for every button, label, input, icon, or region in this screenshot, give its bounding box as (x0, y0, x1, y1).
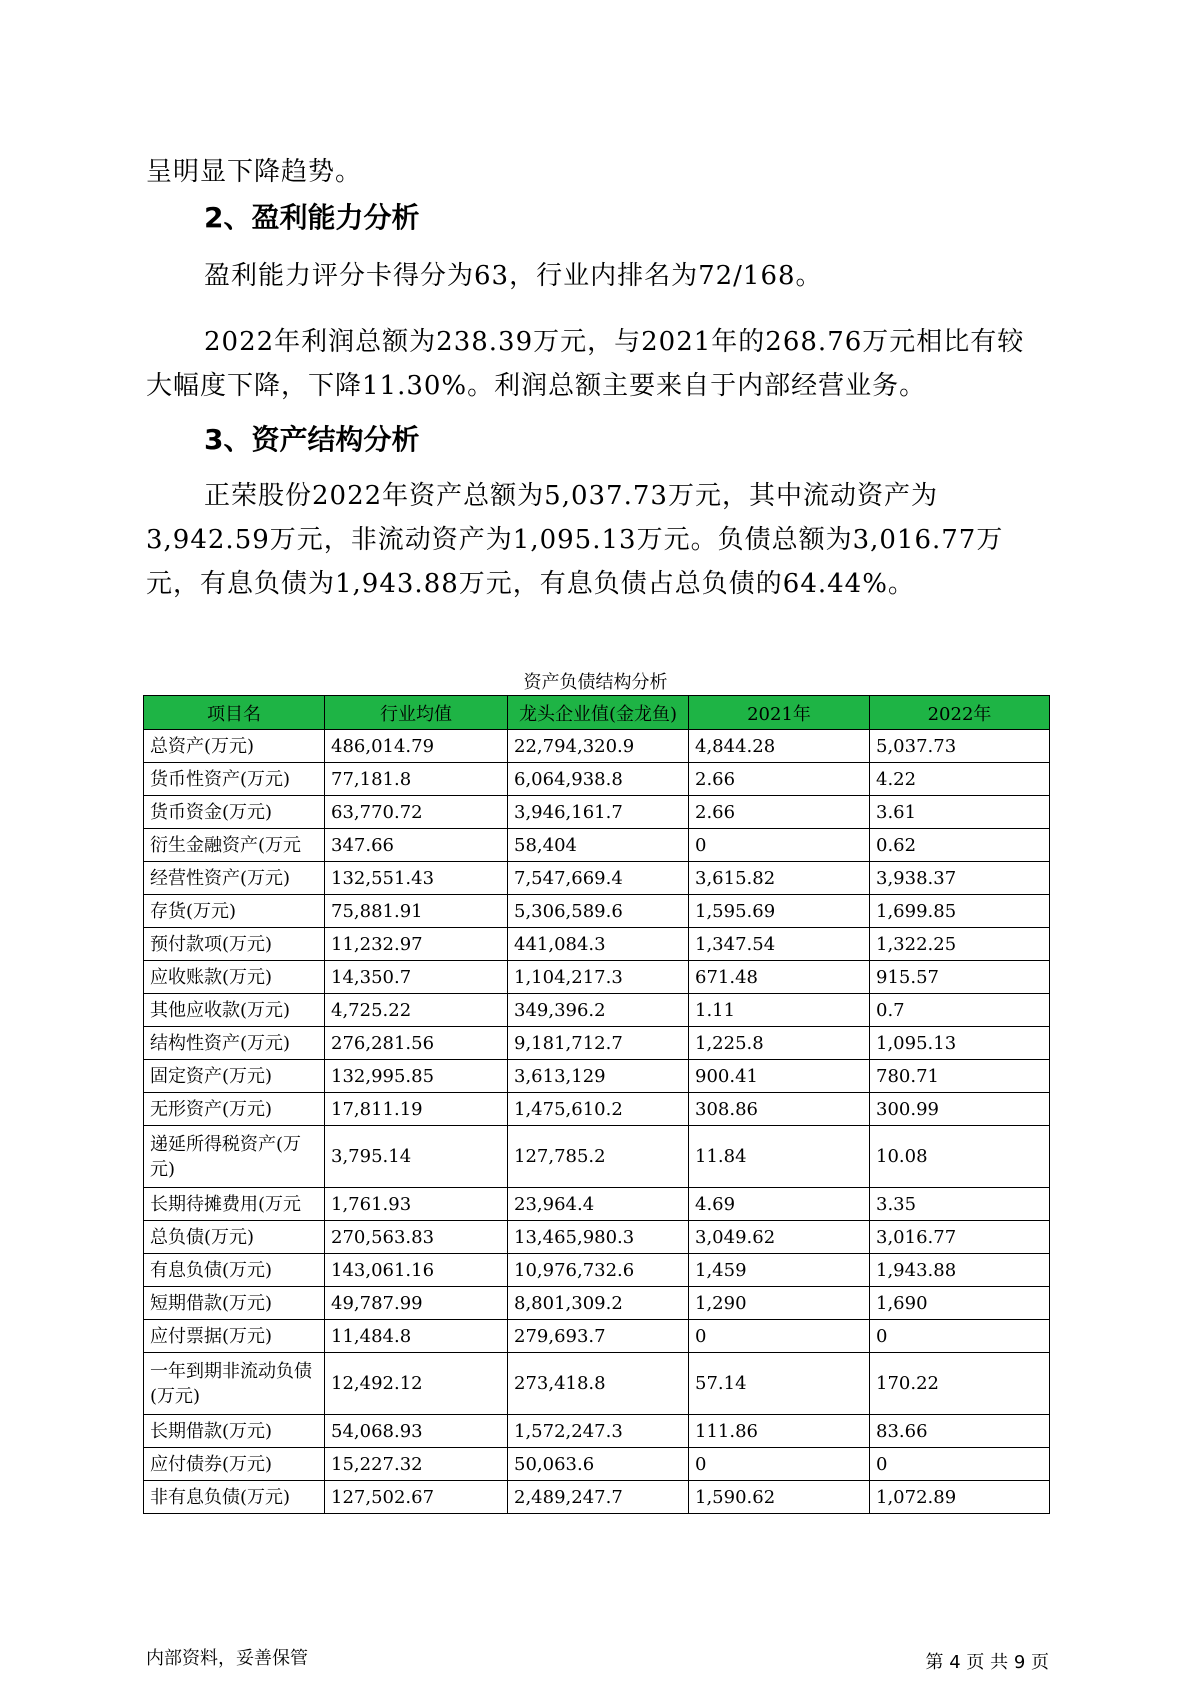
header-year-2022: 2022年 (870, 696, 1050, 730)
header-year-2021: 2021年 (689, 696, 870, 730)
cell-2021: 0 (689, 829, 870, 862)
cell-item-name: 货币性资产(万元) (144, 763, 325, 796)
table-row (144, 1060, 1050, 1093)
cell-industry-average: 11,484.8 (325, 1320, 508, 1353)
table-row (144, 1353, 1050, 1415)
cell-leader-value: 9,181,712.7 (508, 1027, 689, 1060)
cell-item-name: 其他应收款(万元) (144, 994, 325, 1027)
cell-leader-value: 8,801,309.2 (508, 1287, 689, 1320)
table-row (144, 961, 1050, 994)
header-industry-average: 行业均值 (325, 696, 508, 730)
cell-2021: 2.66 (689, 796, 870, 829)
cell-2022: 1,943.88 (870, 1254, 1050, 1287)
cell-2021: 3,049.62 (689, 1221, 870, 1254)
cell-2021: 1,225.8 (689, 1027, 870, 1060)
cell-leader-value: 58,404 (508, 829, 689, 862)
cell-leader-value: 3,613,129 (508, 1060, 689, 1093)
table-row (144, 1448, 1050, 1481)
cell-item-name: 应付债券(万元) (144, 1448, 325, 1481)
cell-leader-value: 6,064,938.8 (508, 763, 689, 796)
header-item-name: 项目名 (144, 696, 325, 730)
cell-industry-average: 4,725.22 (325, 994, 508, 1027)
cell-item-name: 应付票据(万元) (144, 1320, 325, 1353)
cell-leader-value: 127,785.2 (508, 1126, 689, 1188)
cell-2022: 3.61 (870, 796, 1050, 829)
cell-leader-value: 23,964.4 (508, 1188, 689, 1221)
cell-2021: 0 (689, 1320, 870, 1353)
cell-2022: 0 (870, 1448, 1050, 1481)
cell-2021: 4.69 (689, 1188, 870, 1221)
cell-2022: 4.22 (870, 763, 1050, 796)
paragraph-continuation: 呈明显下降趋势。 (146, 157, 363, 187)
cell-industry-average: 347.66 (325, 829, 508, 862)
cell-industry-average: 132,551.43 (325, 862, 508, 895)
cell-item-name: 非有息负债(万元) (144, 1481, 325, 1514)
cell-item-name: 货币资金(万元) (144, 796, 325, 829)
paragraph-profitability-score: 盈利能力评分卡得分为63，行业内排名为72/168。 (204, 261, 823, 291)
cell-industry-average: 17,811.19 (325, 1093, 508, 1126)
cell-item-name: 递延所得税资产(万元) (144, 1126, 325, 1188)
cell-2021: 0 (689, 1448, 870, 1481)
table-row (144, 829, 1050, 862)
table-row (144, 895, 1050, 928)
cell-2022: 0 (870, 1320, 1050, 1353)
cell-2021: 2.66 (689, 763, 870, 796)
cell-industry-average: 1,761.93 (325, 1188, 508, 1221)
table-row (144, 1188, 1050, 1221)
cell-item-name: 长期借款(万元) (144, 1415, 325, 1448)
cell-item-name: 无形资产(万元) (144, 1093, 325, 1126)
cell-leader-value: 1,475,610.2 (508, 1093, 689, 1126)
table-row (144, 928, 1050, 961)
cell-2021: 1,459 (689, 1254, 870, 1287)
table-row (144, 1126, 1050, 1188)
cell-item-name: 固定资产(万元) (144, 1060, 325, 1093)
cell-industry-average: 15,227.32 (325, 1448, 508, 1481)
cell-2022: 1,072.89 (870, 1481, 1050, 1514)
table-row (144, 1221, 1050, 1254)
cell-leader-value: 279,693.7 (508, 1320, 689, 1353)
table-row (144, 796, 1050, 829)
cell-2021: 1,590.62 (689, 1481, 870, 1514)
cell-item-name: 长期待摊费用(万元 (144, 1188, 325, 1221)
cell-2022: 1,322.25 (870, 928, 1050, 961)
table-row (144, 994, 1050, 1027)
footer-confidential-note: 内部资料，妥善保管 (146, 1648, 308, 1669)
cell-item-name: 结构性资产(万元) (144, 1027, 325, 1060)
cell-2022: 1,699.85 (870, 895, 1050, 928)
cell-2022: 3,938.37 (870, 862, 1050, 895)
cell-leader-value: 273,418.8 (508, 1353, 689, 1415)
cell-2022: 3,016.77 (870, 1221, 1050, 1254)
cell-2021: 3,615.82 (689, 862, 870, 895)
table-caption: 资产负债结构分析 (523, 672, 668, 693)
cell-2021: 671.48 (689, 961, 870, 994)
table-row (144, 763, 1050, 796)
cell-leader-value: 1,104,217.3 (508, 961, 689, 994)
cell-industry-average: 486,014.79 (325, 730, 508, 763)
table-row (144, 730, 1050, 763)
cell-2021: 1.11 (689, 994, 870, 1027)
cell-2021: 57.14 (689, 1353, 870, 1415)
cell-industry-average: 14,350.7 (325, 961, 508, 994)
cell-industry-average: 63,770.72 (325, 796, 508, 829)
cell-leader-value: 2,489,247.7 (508, 1481, 689, 1514)
cell-2021: 308.86 (689, 1093, 870, 1126)
table-row (144, 1287, 1050, 1320)
cell-item-name: 短期借款(万元) (144, 1287, 325, 1320)
paragraph-profit-total: 2022年利润总额为238.39万元，与2021年的268.76万元相比有较大幅度下降，下降11.30%。利润总额主要来自于内部经营业务。 (146, 327, 1025, 401)
cell-industry-average: 11,232.97 (325, 928, 508, 961)
cell-leader-value: 10,976,732.6 (508, 1254, 689, 1287)
cell-industry-average: 276,281.56 (325, 1027, 508, 1060)
cell-leader-value: 7,547,669.4 (508, 862, 689, 895)
table-row (144, 1027, 1050, 1060)
cell-2022: 0.7 (870, 994, 1050, 1027)
cell-industry-average: 12,492.12 (325, 1353, 508, 1415)
header-leader-value: 龙头企业值(金龙鱼) (508, 696, 689, 730)
cell-2022: 3.35 (870, 1188, 1050, 1221)
cell-2022: 780.71 (870, 1060, 1050, 1093)
table-row (144, 862, 1050, 895)
cell-item-name: 预付款项(万元) (144, 928, 325, 961)
cell-2022: 83.66 (870, 1415, 1050, 1448)
section-heading-asset-structure: 3、资产结构分析 (204, 423, 420, 456)
cell-industry-average: 75,881.91 (325, 895, 508, 928)
cell-leader-value: 1,572,247.3 (508, 1415, 689, 1448)
cell-leader-value: 441,084.3 (508, 928, 689, 961)
cell-2022: 915.57 (870, 961, 1050, 994)
cell-item-name: 总资产(万元) (144, 730, 325, 763)
cell-industry-average: 49,787.99 (325, 1287, 508, 1320)
table-row (144, 1093, 1050, 1126)
cell-2021: 900.41 (689, 1060, 870, 1093)
cell-item-name: 经营性资产(万元) (144, 862, 325, 895)
table-row (144, 1415, 1050, 1448)
cell-item-name: 存货(万元) (144, 895, 325, 928)
cell-leader-value: 349,396.2 (508, 994, 689, 1027)
cell-2022: 10.08 (870, 1126, 1050, 1188)
cell-industry-average: 270,563.83 (325, 1221, 508, 1254)
cell-2021: 1,595.69 (689, 895, 870, 928)
section-heading-profitability: 2、盈利能力分析 (204, 201, 420, 234)
cell-industry-average: 77,181.8 (325, 763, 508, 796)
table-row (144, 1320, 1050, 1353)
cell-leader-value: 5,306,589.6 (508, 895, 689, 928)
cell-item-name: 有息负债(万元) (144, 1254, 325, 1287)
cell-2022: 170.22 (870, 1353, 1050, 1415)
table-row (144, 1254, 1050, 1287)
cell-2022: 5,037.73 (870, 730, 1050, 763)
cell-leader-value: 50,063.6 (508, 1448, 689, 1481)
cell-leader-value: 22,794,320.9 (508, 730, 689, 763)
balance-sheet-table (143, 695, 1050, 1514)
table-row (144, 1481, 1050, 1514)
cell-item-name: 一年到期非流动负债(万元) (144, 1353, 325, 1415)
cell-2021: 1,347.54 (689, 928, 870, 961)
cell-industry-average: 127,502.67 (325, 1481, 508, 1514)
cell-2022: 0.62 (870, 829, 1050, 862)
cell-industry-average: 3,795.14 (325, 1126, 508, 1188)
cell-item-name: 总负债(万元) (144, 1221, 325, 1254)
table-header-row (144, 696, 1050, 730)
cell-2021: 111.86 (689, 1415, 870, 1448)
cell-leader-value: 13,465,980.3 (508, 1221, 689, 1254)
footer-page-number: 第 4 页 共 9 页 (925, 1652, 1049, 1673)
cell-leader-value: 3,946,161.7 (508, 796, 689, 829)
cell-2022: 300.99 (870, 1093, 1050, 1126)
paragraph-asset-structure: 正荣股份2022年资产总额为5,037.73万元，其中流动资产为3,942.59万元，非流动资产为1,095.13万元。负债总额为3,016.77万元，有息负债为1,943.88万元，有息负债占总负债的64.44%。 (146, 481, 1004, 599)
cell-2021: 4,844.28 (689, 730, 870, 763)
cell-industry-average: 54,068.93 (325, 1415, 508, 1448)
cell-industry-average: 132,995.85 (325, 1060, 508, 1093)
cell-2021: 11.84 (689, 1126, 870, 1188)
cell-2022: 1,095.13 (870, 1027, 1050, 1060)
cell-industry-average: 143,061.16 (325, 1254, 508, 1287)
cell-2021: 1,290 (689, 1287, 870, 1320)
cell-item-name: 衍生金融资产(万元 (144, 829, 325, 862)
cell-2022: 1,690 (870, 1287, 1050, 1320)
cell-item-name: 应收账款(万元) (144, 961, 325, 994)
